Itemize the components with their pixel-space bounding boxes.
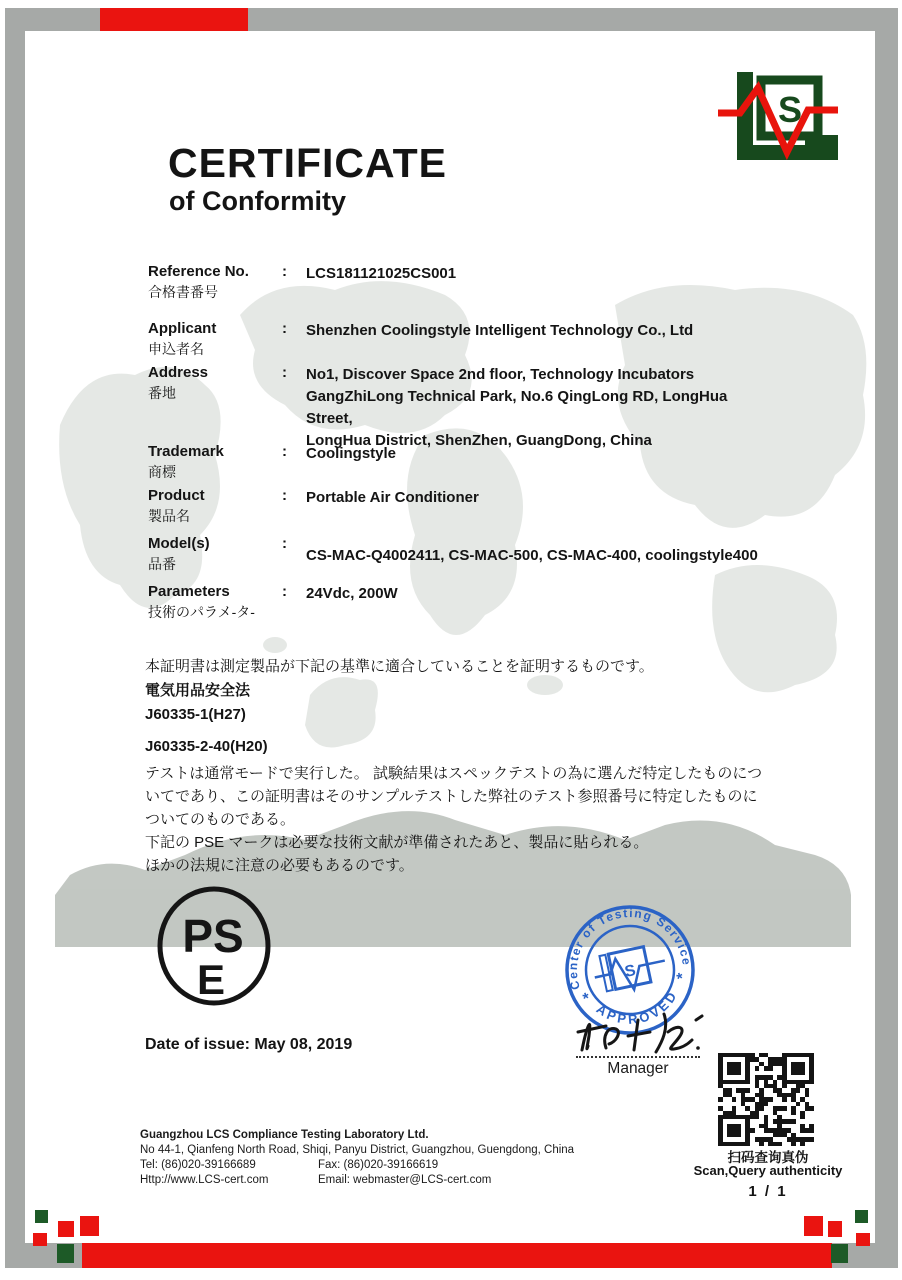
field-colon: : (282, 535, 287, 552)
field-label-jp: 申込者名 (148, 341, 204, 357)
field-value: LCS181121025CS001 (306, 265, 457, 282)
footer-address: No 44-1, Qianfeng North Road, Shiqi, Panyu District, Guangzhou, Guengdong, China (140, 1144, 575, 1156)
statement-intro: 本証明書は測定製品が下記の基準に適合していることを証明するものです。 (145, 658, 654, 675)
pse-mark-icon (156, 886, 272, 1006)
accent-bottom-red-bar (82, 1243, 832, 1268)
footer-fax: Fax: (86)020-39166619 (318, 1159, 439, 1171)
field-row-applicant (148, 320, 778, 359)
field-value: 24Vdc, 200W (306, 585, 398, 602)
frame-left (5, 8, 25, 1268)
corner-mark-green-left (35, 1210, 48, 1223)
field-colon: : (282, 487, 287, 504)
field-row-models (148, 535, 778, 574)
field-colon: : (282, 320, 287, 337)
corner-mark-green-block-right (831, 1244, 848, 1263)
certificate-subtitle: of Conformity (169, 186, 346, 216)
field-colon: : (282, 263, 287, 280)
field-row-trademark (148, 443, 778, 482)
field-label-jp: 製品名 (148, 508, 190, 524)
field-row-address (148, 364, 778, 452)
field-value-line: GangZhiLong Technical Park, No.6 QingLong RD, LongHua Street, (306, 388, 728, 427)
corner-mark-red-left-1 (33, 1233, 47, 1246)
field-row-product (148, 487, 778, 526)
footer-web: Http://www.LCS-cert.com (140, 1174, 269, 1186)
frame-right (875, 8, 898, 1268)
field-value: CS-MAC-Q4002411, CS-MAC-500, CS-MAC-400, coolingstyle400 (306, 547, 758, 564)
svg-text:S: S (777, 89, 803, 130)
field-label: Parameters (148, 583, 230, 600)
field-label-jp: 合格書番号 (148, 284, 218, 300)
field-label: Product (148, 487, 205, 504)
signature-icon (572, 1002, 707, 1062)
qr-caption-zh: 扫码查询真伪 (727, 1150, 809, 1165)
statement-law: 電気用品安全法 (145, 682, 251, 699)
corner-mark-green-block-left (57, 1244, 74, 1263)
signature-title: Manager (607, 1060, 669, 1077)
field-row-parameters (148, 583, 778, 622)
qr-caption-en: Scan,Query authenticity (693, 1163, 843, 1178)
qr-code (718, 1053, 814, 1146)
corner-mark-red-right-1 (804, 1216, 823, 1236)
footer-email: Email: webmaster@LCS-cert.com (318, 1174, 492, 1186)
test-note-line: 下記の PSE マークは必要な技術文献が準備されたあと、製品に貼られる。 (145, 834, 649, 851)
field-label: Applicant (148, 320, 217, 337)
stamp-approved-text: APPROVED (593, 987, 681, 1027)
footer-company: Guangzhou LCS Compliance Testing Laboratory Ltd. (140, 1129, 429, 1141)
test-note-line: いてであり、この証明書はそのサンプルテストした弊社のテスト参照番号に特定したものに (145, 788, 758, 805)
field-label: Reference No. (148, 263, 249, 280)
field-value: Coolingstyle (306, 445, 397, 462)
field-value: Portable Air Conditioner (306, 489, 479, 506)
field-label-jp: 技術のパラメ-タ- (148, 604, 255, 620)
accent-top-red-segment (100, 8, 248, 31)
field-label-jp: 商標 (148, 464, 176, 480)
date-of-issue: Date of issue: May 08, 2019 (145, 1036, 353, 1053)
statement-standard-2: J60335-2-40(H20) (145, 738, 268, 755)
certificate-title: CERTIFICATE (168, 140, 448, 186)
footer-tel: Tel: (86)020-39166689 (140, 1159, 256, 1171)
corner-mark-red-left-2 (58, 1221, 74, 1237)
stamp-star-left: * (581, 990, 592, 1009)
field-colon: : (282, 583, 287, 600)
corner-mark-green-right (855, 1210, 868, 1223)
stamp-center-letter: S (623, 962, 638, 981)
stamp-ring-text: Center of Testing Service (565, 905, 694, 992)
field-value: Shenzhen Coolingstyle Intelligent Technology Co., Ltd (306, 322, 694, 339)
field-label: Trademark (148, 443, 224, 460)
field-label: Address (148, 364, 209, 381)
field-label-jp: 品番 (148, 556, 176, 572)
svg-text:PS: PS (182, 910, 244, 962)
corner-mark-red-left-3 (80, 1216, 99, 1236)
field-value-line: No1, Discover Space 2nd floor, Technology Incubators (306, 366, 695, 383)
svg-text:E: E (196, 956, 226, 1003)
field-row-reference (148, 263, 778, 302)
field-value-line: LongHua District, ShenZhen, GuangDong, China (306, 432, 652, 449)
page-number: 1 / 1 (748, 1183, 788, 1200)
test-note-line: テストは通常モードで実行した。 試験結果はスペックテストの為に選んだ特定したものにつ (145, 765, 763, 782)
field-label: Model(s) (148, 535, 210, 552)
lcs-logo-icon (706, 62, 854, 167)
test-note-line: ついてのものである。 (145, 811, 296, 828)
field-colon: : (282, 364, 287, 381)
field-colon: : (282, 443, 287, 460)
field-label-jp: 番地 (148, 385, 176, 401)
test-note-line: ほかの法規に注意の必要もあるのです。 (145, 857, 414, 874)
signature-line (576, 1056, 700, 1058)
statement-standard-1: J60335-1(H27) (145, 706, 246, 723)
corner-mark-red-right-2 (828, 1221, 842, 1237)
stamp-star-right: * (675, 970, 685, 989)
corner-mark-red-right-3 (856, 1233, 870, 1246)
